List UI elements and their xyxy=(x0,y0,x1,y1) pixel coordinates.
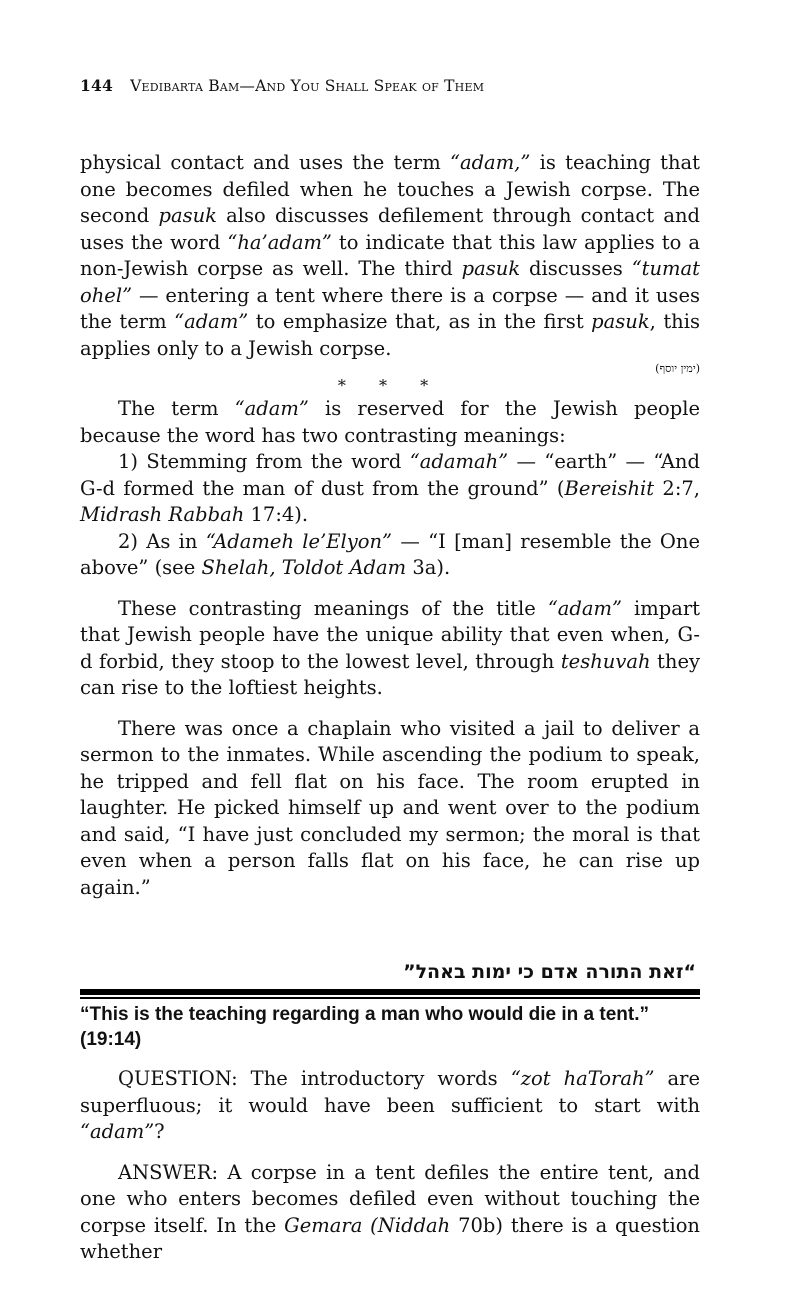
page-number: 144 xyxy=(80,76,113,95)
list-item-meaning-1: 1) Stemming from the word “adamah” — “earth” — “And G-d formed the man of dust from the ground” (Bereishit 2:7, Midrash Rabbah 17:4). xyxy=(80,450,701,526)
running-header xyxy=(80,76,484,95)
paragraph-continuation: physical contact and uses the term “adam,” is teaching that one becomes defiled when he touches a Jewish corpse. The second pasuk also discusses defilement through contact and uses the word “ha’adam” to indicate that this law applies to a non-Jewish corpse as well. The third pasuk discusses “tumat ohel” — entering a tent where there is a corpse — and it uses the term “adam” to emphasize that, as in the first pasuk, this applies only to a Jewish corpse. xyxy=(80,151,701,360)
paragraph-answer: ANSWER: A corpse in a tent defiles the entire tent, and one who enters becomes defiled even without touching the corpse itself. In the Gemara (Niddah 70b) there is a question whether xyxy=(80,1160,700,1263)
paragraph-contrasting-meanings: These contrasting meanings of the title “adam” impart that Jewish people have the unique ability that even when, G-d forbid, they stoop to the lowest level, through teshuvah they can rise to the loftiest heights. xyxy=(80,596,701,699)
page-body xyxy=(80,150,700,1266)
source-citation: (ימין יוסף) xyxy=(655,362,700,375)
paragraph-adam-term: The term “adam” is reserved for the Jewish people because the word has two contrasting meanings: xyxy=(80,397,700,447)
heading-rule-thick xyxy=(80,989,700,995)
list-item-meaning-2: 2) As in “Adameh le’Elyon” — “I [man] resemble the One above” (see Shelah, Toldot Adam 3a). xyxy=(80,529,700,579)
running-title: Vedibarta Bam—And You Shall Speak of Them xyxy=(130,77,485,95)
paragraph-chaplain-story: There was once a chaplain who visited a jail to deliver a sermon to the inmates. While ascending the podium to speak, he tripped and fell flat on his face. The room erupted in laughter. He picked himself up and went over to the podium and said, “I have just concluded my sermon; the moral is that even when a person falls flat on his face, he can rise up again.” xyxy=(80,716,700,899)
heading-rule-thin xyxy=(80,997,700,999)
hebrew-verse-heading: “זאת התורה אדם כי ימות באהל” xyxy=(403,961,696,983)
paragraph-question: QUESTION: The introductory words “zot haTorah” are superfluous; it would have been sufficient to start with “adam”? xyxy=(80,1067,700,1143)
section-separator: * * * xyxy=(337,376,443,395)
english-verse-heading: “This is the teaching regarding a man who would die in a tent.” (19:14) xyxy=(80,1004,650,1050)
